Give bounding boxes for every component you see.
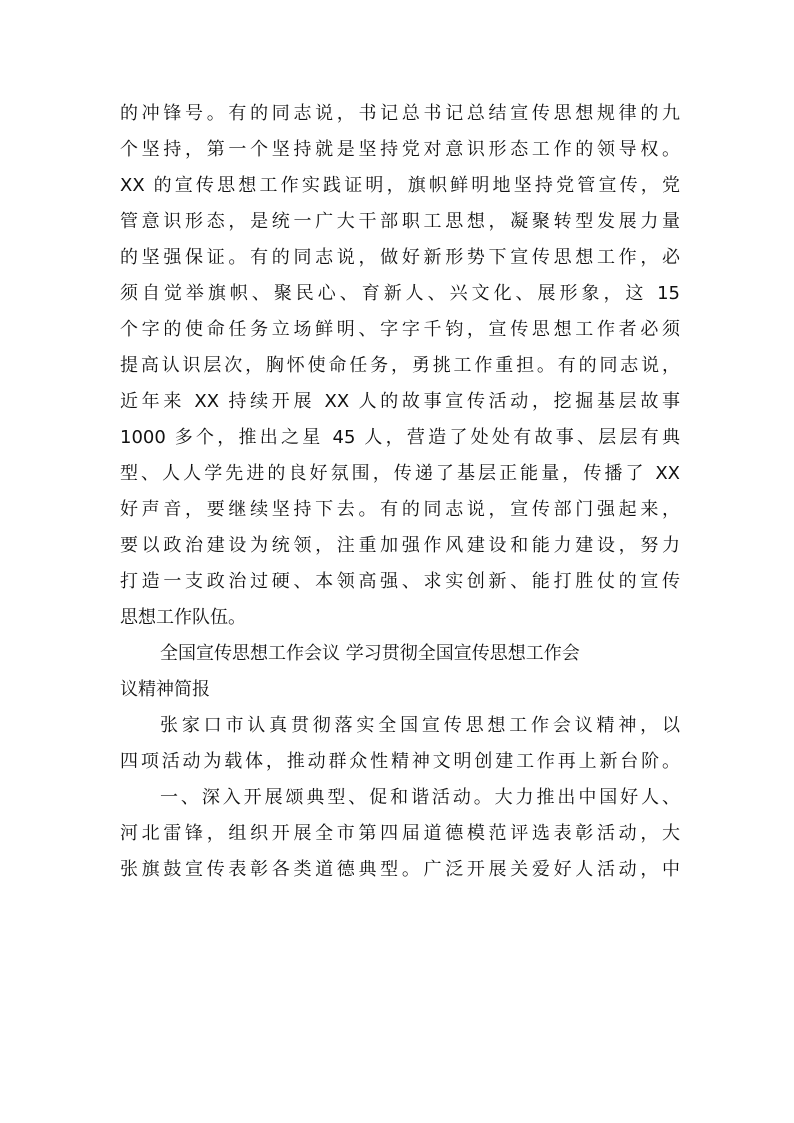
heading-line: 议精神简报 [120, 679, 210, 700]
section-heading [120, 636, 680, 708]
text-line: 个字的使命任务立场鲜明、字字千钧，宣传思想工作者必须 [120, 319, 680, 340]
text-line: 张家口市认真贯彻落实全国宣传思想工作会议精神，以 [160, 715, 680, 736]
text-line: 提高认识层次，胸怀使命任务，勇挑工作重担。有的同志说， [120, 355, 680, 376]
paragraph-3 [120, 780, 680, 888]
text-line: 近年来 XX 持续开展 XX 人的故事宣传活动，挖掘基层故事 [120, 391, 680, 412]
text-line: 的坚强保证。有的同志说，做好新形势下宣传思想工作，必 [120, 247, 680, 268]
text-line: 须自觉举旗帜、聚民心、育新人、兴文化、展形象，这 15 [120, 283, 680, 304]
paragraph-2 [120, 708, 680, 780]
text-line: 河北雷锋，组织开展全市第四届道德模范评选表彰活动，大 [120, 823, 680, 844]
text-line: 的冲锋号。有的同志说，书记总书记总结宣传思想规律的九 [120, 103, 680, 124]
text-line: 张旗鼓宣传表彰各类道德典型。广泛开展关爱好人活动，中 [120, 859, 680, 880]
text-line: 四项活动为载体，推动群众性精神文明创建工作再上新台阶。 [120, 751, 680, 772]
text-line: 一、深入开展颂典型、促和谐活动。大力推出中国好人、 [160, 787, 680, 808]
text-line: 个坚持，第一个坚持就是坚持党对意识形态工作的领导权。 [120, 139, 680, 160]
heading-line: 全国宣传思想工作会议 学习贯彻全国宣传思想工作会 [160, 643, 580, 664]
text-line: 管意识形态，是统一广大干部职工思想，凝聚转型发展力量 [120, 211, 680, 232]
paragraph-1 [120, 96, 680, 636]
text-line: 要以政治建设为统领，注重加强作风建设和能力建设，努力 [120, 535, 680, 556]
text-line: 思想工作队伍。 [120, 607, 246, 628]
text-line: 型、人人学先进的良好氛围，传递了基层正能量，传播了 XX [120, 463, 680, 484]
text-line: XX 的宣传思想工作实践证明，旗帜鲜明地坚持党管宣传，党 [120, 175, 680, 196]
text-line: 1000 多个，推出之星 45 人，营造了处处有故事、层层有典 [120, 427, 680, 448]
text-line: 好声音，要继续坚持下去。有的同志说，宣传部门强起来， [120, 499, 680, 520]
document-body [120, 96, 680, 888]
text-line: 打造一支政治过硬、本领高强、求实创新、能打胜仗的宣传 [120, 571, 680, 592]
